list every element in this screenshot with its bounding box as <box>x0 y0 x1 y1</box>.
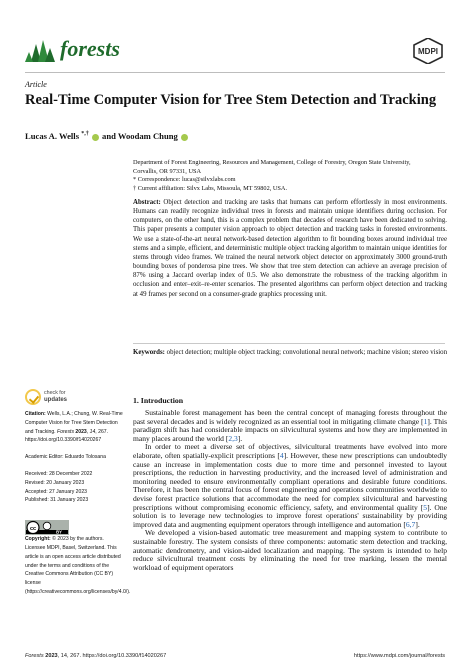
footer-citation <box>25 653 166 659</box>
article-title: Real-Time Computer Vision for Tree Stem Detection and Tracking <box>25 92 437 108</box>
citation-year: 2023 <box>75 428 87 435</box>
check-icon <box>25 389 41 405</box>
check-for-updates-badge[interactable] <box>25 389 85 411</box>
section-heading: 1. Introduction <box>133 396 184 405</box>
orcid-icon[interactable] <box>92 134 99 141</box>
citation-pages[interactable]: , 267. https://doi.org/10.3390/f14020267 <box>25 428 109 444</box>
footer-journal: Forests <box>25 653 44 659</box>
abstract-rule <box>133 343 445 344</box>
reference-link[interactable]: 2,3 <box>228 433 238 443</box>
intro-paragraph: We developed a vision-based automatic tree measurement and mapping system to contribute to sustainable forestry. The system consists of three components: automatic stem detection and tracking, automatic dendrometry, and vision-aided localization and mapping. The system is intended to help reduce silvicultural treatment costs by eliminating the need for tree marking, lessen the mental workload of equipment operators <box>133 528 447 572</box>
header-rule <box>25 72 445 73</box>
affiliation-line: Corvallis, OR 97331, USA <box>133 167 202 175</box>
copyright-text: © 2023 by the authors. Licensee MDPI, Basel, Switzerland. This article is an open access article distributed under the terms and conditions of the Creative Commons Attribution (CC BY) license (https://creativecommons.org/licenses/by/4.0/). <box>25 536 131 595</box>
citation-text: Wells, L.A.; Chung, W. Real-Time Computer Vision for Tree Stem Detection and Tracking. <box>25 411 123 435</box>
citation-label: Citation: <box>25 411 46 417</box>
affiliation-line: Department of Forest Engineering, Resources and Management, College of Forestry, Oregon State University, <box>133 159 411 166</box>
svg-text:BY: BY <box>56 529 62 535</box>
citation-journal: Forests <box>57 428 74 435</box>
author-marks: *,† <box>81 131 89 138</box>
author-conjunction: and <box>102 131 116 141</box>
date-line: Published: 31 January 2023 <box>25 497 89 504</box>
date-line: Revised: 20 January 2023 <box>25 479 85 486</box>
cc-by-license-icon[interactable] <box>25 520 69 535</box>
tree-logo-icon <box>25 38 55 64</box>
reference-link[interactable]: 4 <box>279 450 284 460</box>
footer-doi[interactable]: , 14, 267. https://doi.org/10.3390/f14020267 <box>57 653 167 659</box>
author-name[interactable]: Lucas A. Wells <box>25 131 80 141</box>
academic-editor <box>25 453 123 462</box>
correspondence-line[interactable]: * Correspondence: lucas@silvxlabs.com <box>133 176 236 184</box>
academic-editor-name: Eduardo Tolosana <box>64 454 106 461</box>
keywords-label: Keywords: <box>133 349 165 356</box>
keywords-text: object detection; multiple object tracking; convolutional neural network; machine vision; stereo vision <box>166 349 447 356</box>
footer-year: 2023 <box>45 653 58 659</box>
copyright-label: Copyright: <box>25 536 51 543</box>
svg-text:cc: cc <box>29 526 37 532</box>
citation-volume: 14 <box>89 428 96 435</box>
journal-name: forests <box>60 36 120 61</box>
affiliation-line: † Current affiliation: Silvx Labs, Missoula, MT 59802, USA. <box>133 184 288 192</box>
affiliations <box>133 159 443 193</box>
sidebar-notes <box>25 410 131 597</box>
copyright-block <box>25 535 131 597</box>
abstract-text: Object detection and tracking are tasks that humans can perform effortlessly in most environments. Humans can readily recognize individual trees in forests and maintain unique identifiers during occlusion. For computers, on the other hand, this is a complex problem that decades of research have been dedicated to solving. This paper presents a computer vision approach to object detection and tracking tasks in forested environments. We use a state-of-the-art neural network-based detection algorithm to fit bounding boxes around individual tree stems and a simple, efficient, and deterministic multiple object tracking algorithm to maintain unique identities for stems through video frames. We trained the neural network object detector on approximately 3000 ground-truth bounding boxes of ponderosa pine trees. We show that tree stem detection can achieve an average precision of 87% using a Jaccard overlap index of 0.5. We also demonstrate the robustness of the tracking algorithm in occlusion and enter–exit–re-enter scenarios. The presented algorithms can perform object detection and tracking at 49 frames per second on a consumer-grade graphics processing unit. <box>133 199 448 298</box>
mdpi-logo-icon <box>413 38 443 64</box>
abstract-label: Abstract: <box>133 199 161 206</box>
updates-line1: check for <box>44 390 66 396</box>
article-type: Article <box>25 80 47 89</box>
intro-paragraph: In order to meet a diverse set of objectives, silvicultural treatments have evolved into more elaborate, often spatially-explicit prescriptions [4]. However, these new prescriptions can undoubtedly cause an increase in implementation costs due to more time and personnel invested to layout prescriptions, the reduction in harvesting productivity, and the increased level of administration and monitoring needed to ensure environmentally compliant operations and desirable future conditions. Therefore, it has been the central focus of forest engineering and operations communities worldwide to devise forest practice solutions that accommodate the need for complex silvicultural and harvesting prescriptions without compromising economic efficiency, safety, and environmental quality [5]. One solution is to leverage new technologies to improve forest operations' sustainability by providing improved data and augmenting equipment operators through intelligence and automation [6,7]. <box>133 442 447 529</box>
reference-link[interactable]: 5 <box>423 502 428 512</box>
date-line: Accepted: 27 January 2023 <box>25 488 88 495</box>
svg-text:MDPI: MDPI <box>418 47 438 56</box>
updates-line2: updates <box>44 396 68 403</box>
keywords <box>133 348 447 357</box>
abstract <box>133 198 447 299</box>
reference-link[interactable]: 6,7 <box>405 519 416 529</box>
date-line: Received: 28 December 2022 <box>25 470 93 477</box>
orcid-icon[interactable] <box>181 134 188 141</box>
author-list <box>25 131 189 141</box>
footer-journal-url[interactable]: https://www.mdpi.com/journal/forests <box>353 653 445 659</box>
intro-body <box>133 409 447 572</box>
author-name[interactable]: Woodam Chung <box>117 131 178 141</box>
citation-block: Citation: Wells, L.A.; Chung, W. Real-Time Computer Vision for Tree Stem Detection and Tracking. Forests 2023, 14, 267. https://doi.org/10.3390/f14020267 <box>25 411 123 444</box>
intro-paragraph: Sustainable forest management has been the central concept of managing forests throughout the past several decades and is widely recognized as an essential tool in mitigating climate change [1]. This paradigm shift has had considerable impacts on silvicultural systems and how they are implemented in many places around the world [2,3]. <box>133 408 448 443</box>
academic-editor-label: Academic Editor: <box>25 454 64 461</box>
reference-link[interactable]: 1 <box>423 416 428 426</box>
